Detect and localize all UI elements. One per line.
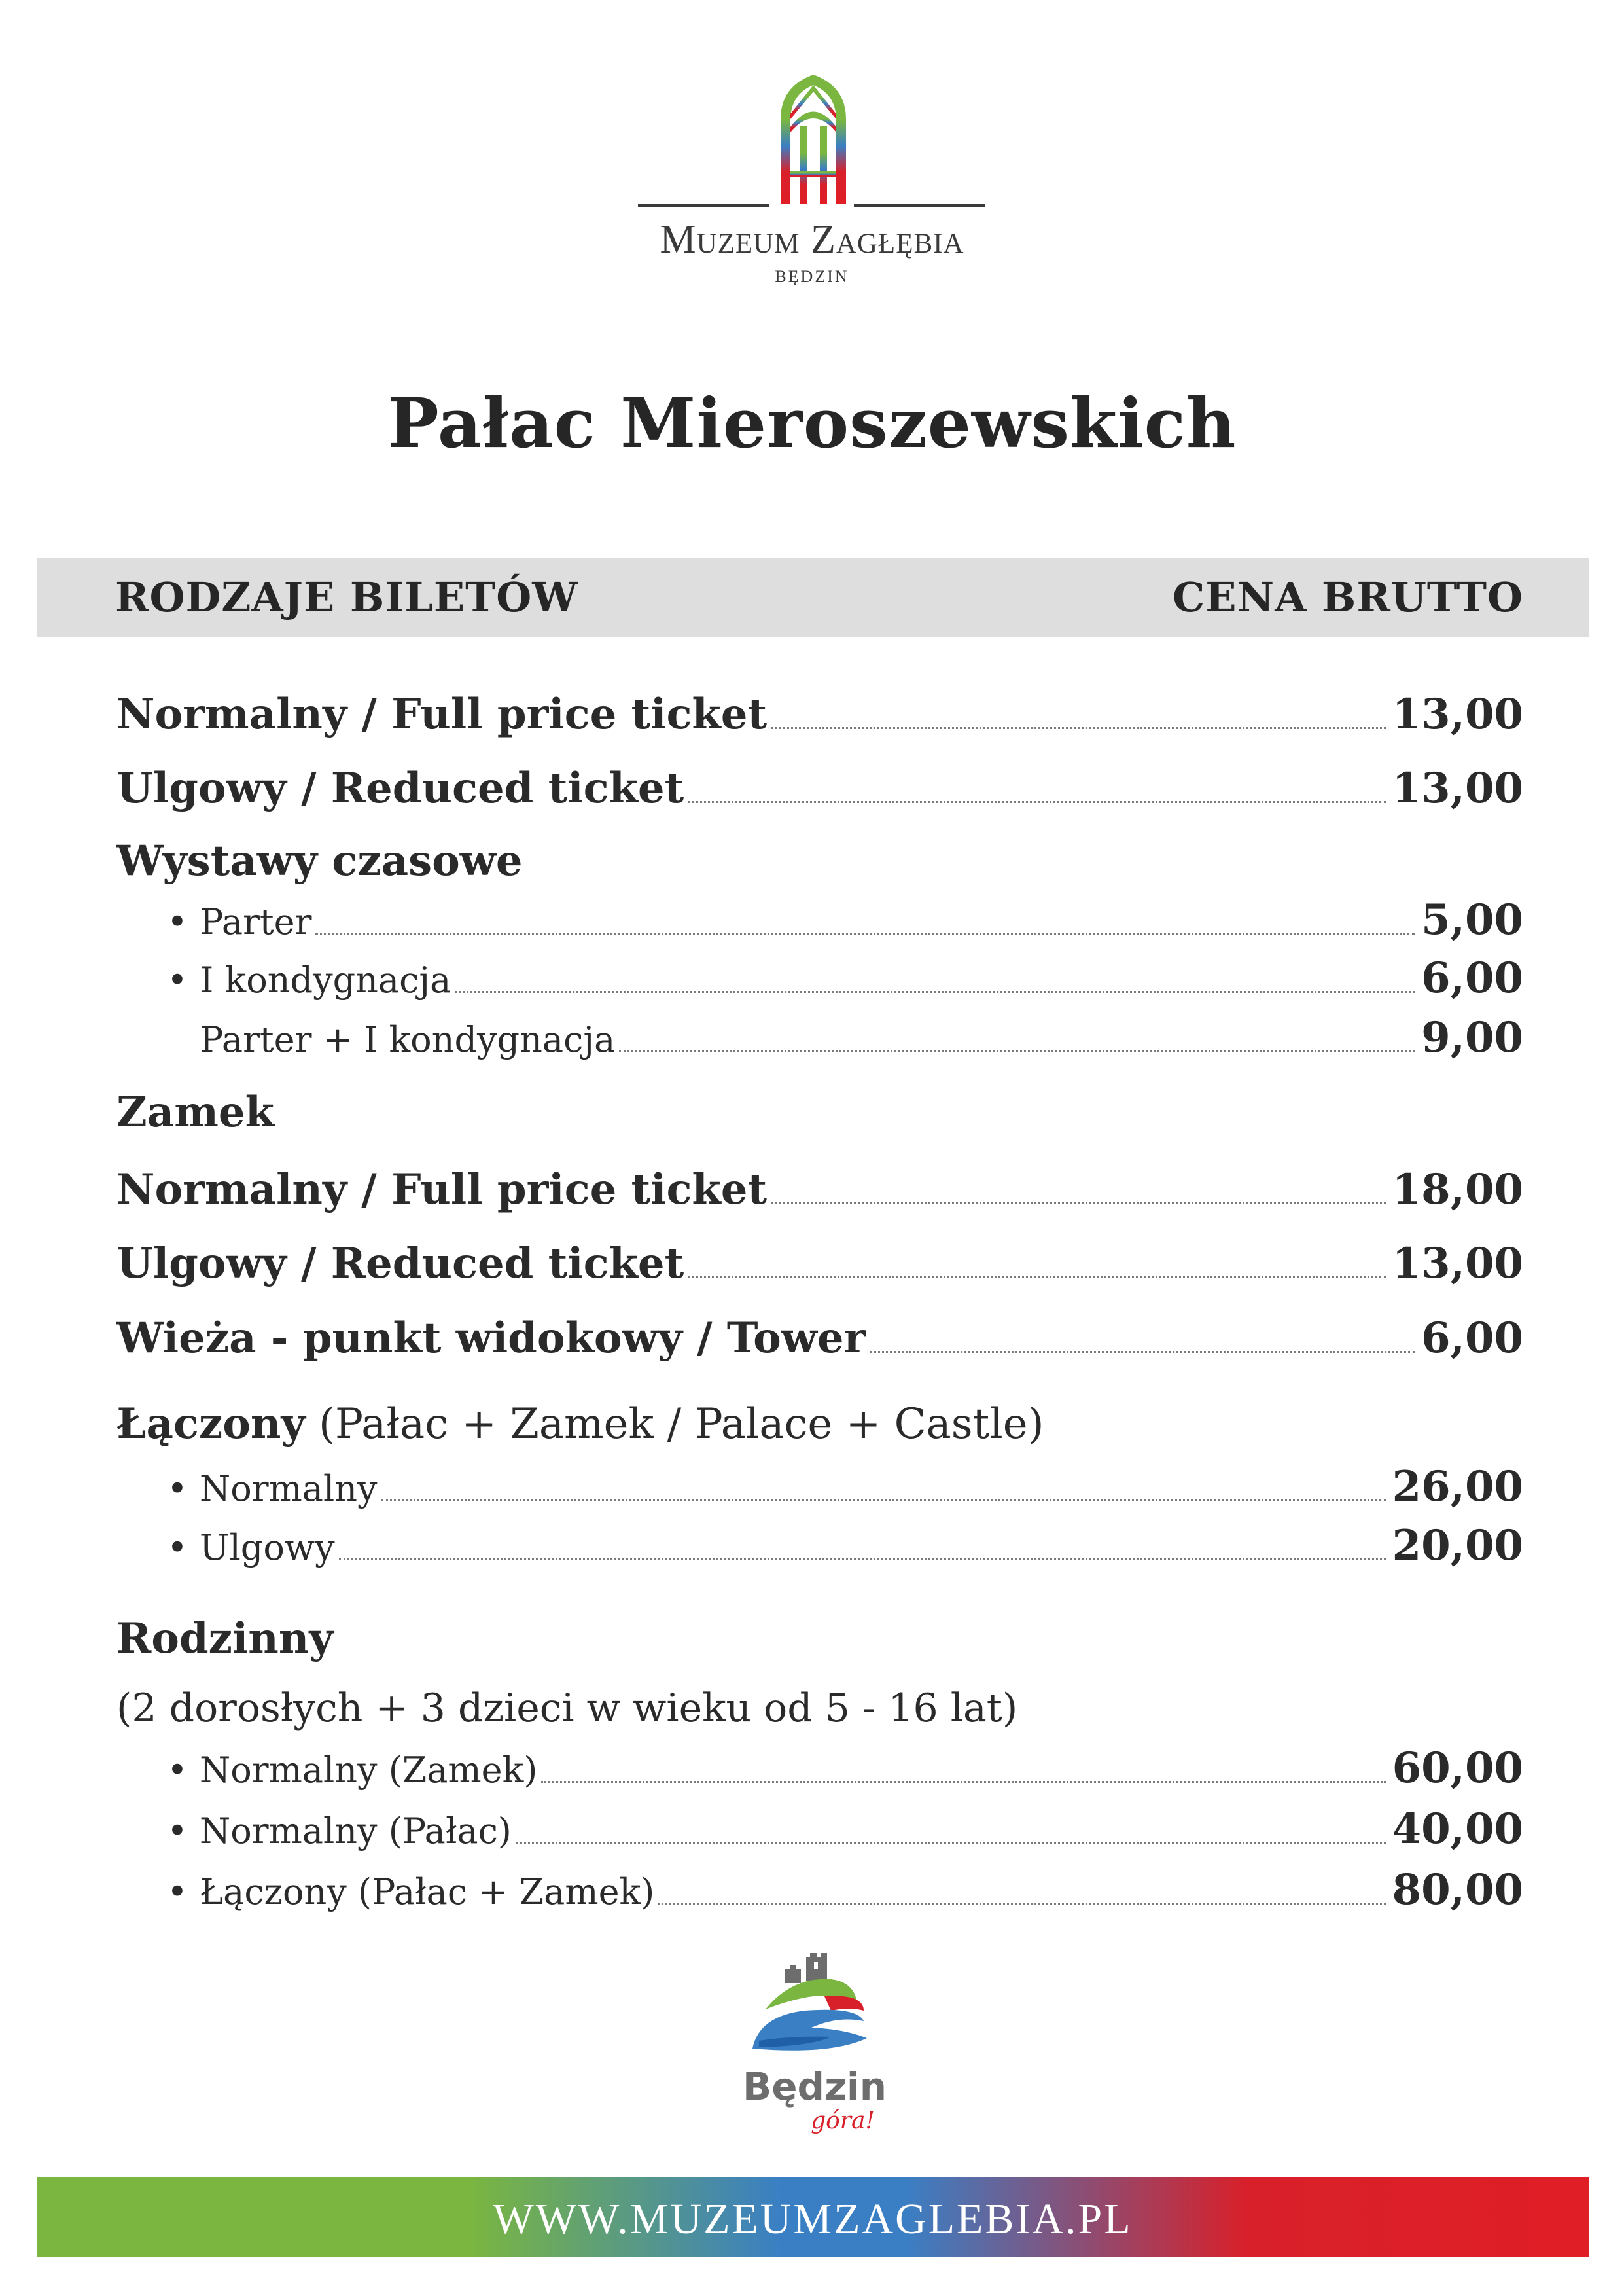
- ticket-label-text: Łączony (Pałac + Zamek): [200, 1871, 655, 1912]
- ticket-label: [167, 1466, 381, 1512]
- price-row-combined-reduced: [167, 1518, 1523, 1571]
- ticket-price: 13,00: [1392, 1239, 1523, 1288]
- castle-tower-icon: [785, 1953, 827, 1983]
- gothic-window-icon: [777, 73, 849, 204]
- ticket-label-text: Ulgowy: [200, 1527, 335, 1568]
- price-row-exhibition-both: [200, 1011, 1523, 1063]
- ticket-price: 13,00: [1392, 764, 1523, 813]
- price-row-castle-reduced: [116, 1236, 1523, 1289]
- dot-leader: [619, 1050, 1415, 1052]
- ticket-price: 20,00: [1392, 1521, 1523, 1570]
- section-heading-family: Rodzinny: [116, 1614, 334, 1663]
- dot-leader: [315, 933, 1415, 935]
- dot-leader: [455, 991, 1415, 993]
- bullet-icon: •: [167, 1527, 188, 1568]
- dot-leader: [339, 1558, 1386, 1560]
- table-header: [37, 558, 1589, 637]
- museum-logo: [0, 0, 1624, 295]
- logo-name: Muzeum Zagłębia: [660, 217, 964, 262]
- ticket-label-text: Parter: [200, 901, 312, 942]
- bullet-icon: •: [167, 1468, 188, 1509]
- price-row-family-castle: [167, 1741, 1523, 1793]
- dot-leader: [688, 801, 1385, 803]
- footer-bar: [37, 2177, 1589, 2257]
- column-header-ticket-types: RODZAJE BILETÓW: [115, 573, 578, 621]
- family-note: (2 dorosłych + 3 dzieci w wieku od 5 - 16 lat): [116, 1685, 1018, 1731]
- dot-leader: [516, 1842, 1386, 1844]
- ticket-label: Normalny / Full price ticket: [116, 690, 768, 739]
- ticket-label: [167, 1808, 516, 1854]
- ticket-price: 6,00: [1421, 1314, 1523, 1363]
- ticket-label: Ulgowy / Reduced ticket: [116, 764, 684, 813]
- price-row-combined-normal: [167, 1460, 1523, 1512]
- ticket-label: Ulgowy / Reduced ticket: [116, 1239, 684, 1288]
- ticket-label: [167, 958, 455, 1003]
- logo-rule-left: [638, 204, 769, 207]
- price-row-family-combined: [167, 1863, 1523, 1915]
- ticket-label: [167, 1525, 339, 1571]
- logo-rule-right: [854, 204, 985, 207]
- ticket-price: 5,00: [1421, 895, 1523, 944]
- footer-website-link[interactable]: WWW.MUZEUMZAGLEBIA.PL: [493, 2195, 1133, 2243]
- section-heading-exhibitions: Wystawy czasowe: [116, 836, 523, 886]
- dot-leader: [870, 1351, 1415, 1353]
- ticket-price: 9,00: [1421, 1013, 1523, 1062]
- ticket-label: [167, 1869, 658, 1915]
- bullet-icon: •: [167, 1749, 188, 1791]
- ticket-price: 80,00: [1392, 1865, 1523, 1914]
- price-row-palace-reduced: [116, 761, 1523, 814]
- dot-leader: [658, 1903, 1385, 1905]
- ticket-label-text: Normalny (Pałac): [200, 1810, 512, 1852]
- dot-leader: [771, 1202, 1386, 1204]
- price-row-castle-full: [116, 1162, 1523, 1215]
- dot-leader: [688, 1276, 1385, 1278]
- bullet-icon: •: [167, 960, 188, 1001]
- dot-leader: [541, 1781, 1385, 1783]
- price-row-family-palace: [167, 1802, 1523, 1854]
- logo-city: BĘDZIN: [775, 267, 849, 286]
- ticket-label: [167, 899, 315, 945]
- dot-leader: [381, 1499, 1386, 1501]
- ticket-label-text: Normalny: [200, 1468, 378, 1509]
- ticket-price: 18,00: [1392, 1165, 1523, 1214]
- bedzin-city-logo: [733, 1950, 896, 2140]
- bullet-icon: •: [167, 901, 188, 942]
- price-row-exhibition-floor1: [167, 951, 1523, 1003]
- ticket-price: 60,00: [1392, 1744, 1523, 1793]
- price-row-exhibition-parter: [167, 893, 1523, 945]
- combined-heading-bold: Łączony: [116, 1399, 306, 1448]
- ticket-price: 6,00: [1421, 954, 1523, 1003]
- ticket-price: 40,00: [1392, 1804, 1523, 1854]
- combined-heading-note: (Pałac + Zamek / Palace + Castle): [305, 1400, 1044, 1448]
- ticket-label: [167, 1748, 541, 1793]
- ticket-label: Parter + I kondygnacja: [200, 1019, 616, 1060]
- ticket-label: Normalny / Full price ticket: [116, 1165, 768, 1214]
- dot-leader: [771, 727, 1386, 729]
- city-logo-slogan: góra!: [811, 2108, 875, 2134]
- ticket-label-text: I kondygnacja: [200, 960, 451, 1001]
- price-row-palace-full: [116, 687, 1523, 740]
- city-logo-name: Będzin: [743, 2064, 887, 2109]
- red-swoosh-shape: [824, 1996, 864, 2011]
- ticket-price: 26,00: [1392, 1462, 1523, 1511]
- page-title: Pałac Mieroszewskich: [387, 383, 1237, 463]
- bullet-icon: •: [167, 1810, 188, 1852]
- price-row-castle-tower: [116, 1311, 1523, 1363]
- bullet-icon: •: [167, 1871, 188, 1912]
- section-heading-castle: Zamek: [116, 1088, 274, 1137]
- section-heading-combined: [116, 1398, 1044, 1450]
- ticket-price: 13,00: [1392, 690, 1523, 739]
- ticket-label-text: Normalny (Zamek): [200, 1749, 538, 1791]
- column-header-price: CENA BRUTTO: [1172, 573, 1523, 621]
- ticket-label: Wieża - punkt widokowy / Tower: [116, 1314, 866, 1363]
